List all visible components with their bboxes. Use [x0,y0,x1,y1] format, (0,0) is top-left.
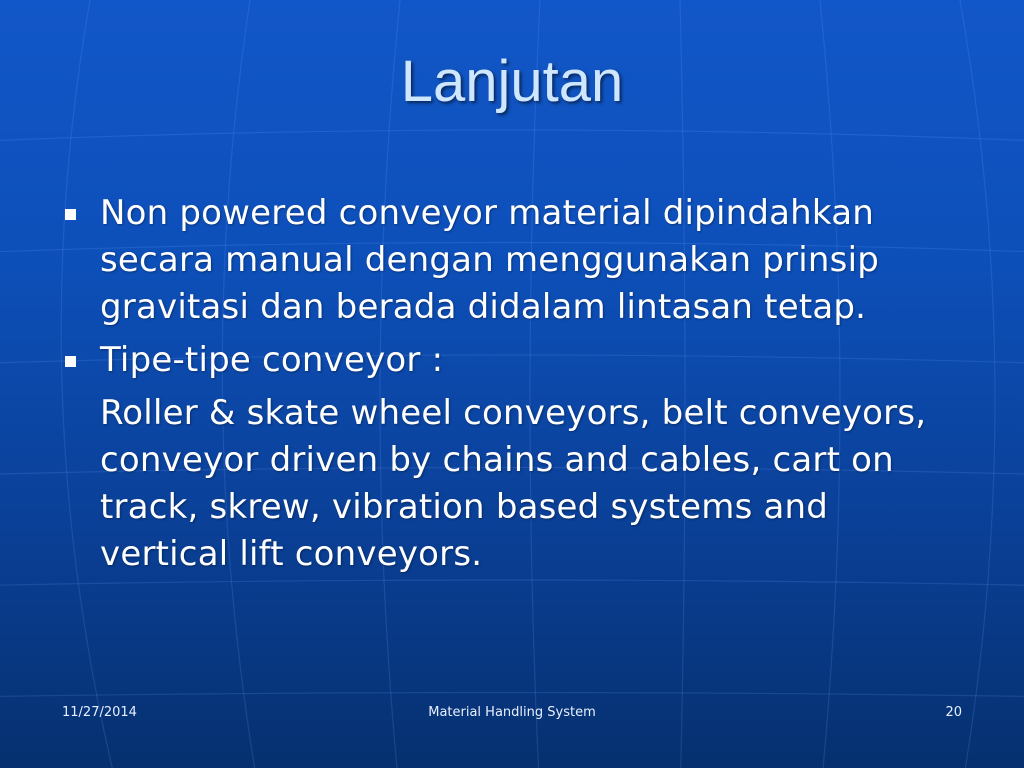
sub-paragraph: Roller & skate wheel conveyors, belt conveyors, conveyor driven by chains and cables, cart on track, skrew, vibration based systems and vertical lift conveyors. [100,393,927,574]
square-bullet-icon [65,209,76,220]
slide-body [62,190,962,578]
square-bullet-icon [65,356,76,367]
footer-title: Material Handling System [428,705,596,720]
bullet-text: Non powered conveyor material dipindahkan secara manual dengan menggunakan prinsip gravitasi dan berada didalam lintasan tetap. [100,193,880,327]
bullet-text: Tipe-tipe conveyor : [100,340,444,380]
bullet-item [62,337,962,384]
bullet-item [62,190,962,331]
footer-page-number: 20 [945,705,962,720]
slide-title: Lanjutan [400,49,624,114]
footer-date: 11/27/2014 [62,705,137,720]
